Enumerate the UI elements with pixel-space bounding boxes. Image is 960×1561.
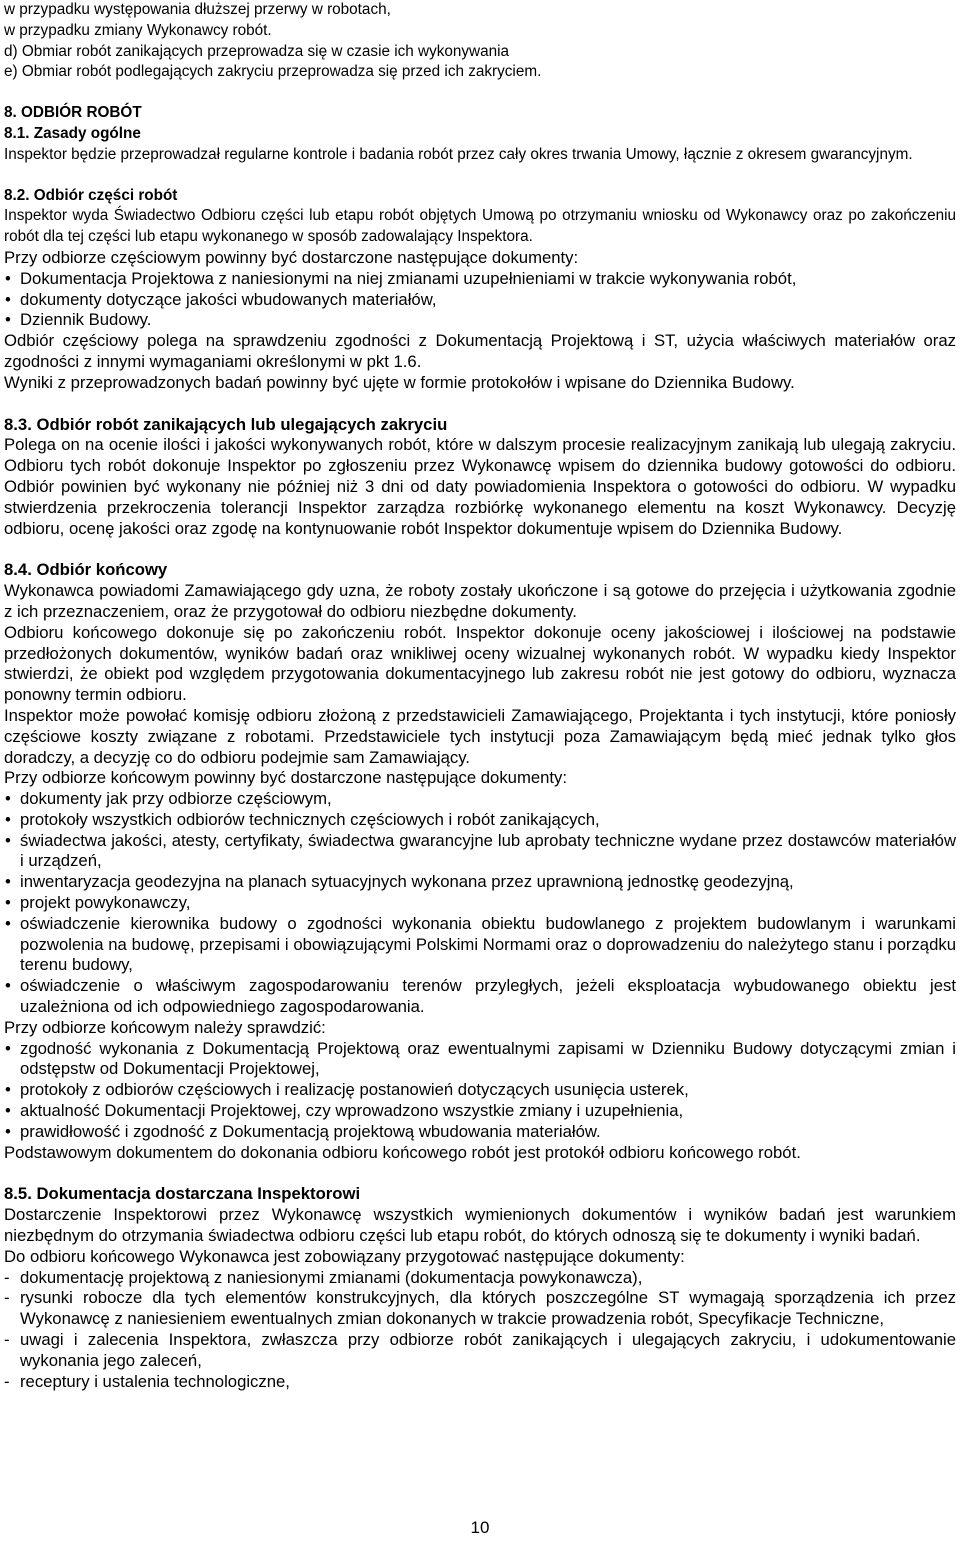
- subsection-heading: 8.2. Odbiór części robót: [4, 186, 178, 204]
- paragraph: Inspektor może powołać komisję odbioru złożoną z przedstawicieli Zamawiającego, Projektanta i tych instytucji, które poniosły częściowe koszty związane z robotami. Przedstawiciele tych instytucji poza Zamawiającym będą mieć jednak tylko głos doradczy, a decyzję co do odbioru podejmie sam Zamawiający.: [4, 705, 956, 767]
- paragraph: Inspektor będzie przeprowadzał regularne kontrole i badania robót przez cały okres trwania Umowy, łącznie z okresem gwarancyjnym.: [4, 145, 913, 163]
- paragraph: Podstawowym dokumentem do dokonania odbioru końcowego robót jest protokół odbioru końcowego robót.: [4, 1142, 801, 1162]
- paragraph: Przy odbiorze częściowym powinny być dostarczone następujące dokumenty:: [4, 247, 579, 267]
- paragraph: Przy odbiorze końcowym powinny być dostarczone następujące dokumenty:: [4, 768, 568, 788]
- list-item: • świadectwa jakości, atesty, certyfikaty, świadectwa gwarancyjne lub aprobaty techniczne wydane przez dostawców materiałów i urządzeń,: [4, 831, 956, 873]
- text-line: w przypadku zmiany Wykonawcy robót.: [4, 21, 272, 39]
- paragraph: Odbioru końcowego dokonuje się po zakończeniu robót. Inspektor dokonuje oceny jakościowej i ilościowej na podstawie przedłożonych dokumentów, wyników badań oraz wnikliwej oceny wizualnej wykonanych robót. W wypadku kiedy Inspektor stwierdzi, że obiekt pod względem przygotowania dokumentacyjnego lub zakresu robót nie jest gotowy do odbioru, wyznacza ponowny termin odbioru.: [4, 622, 956, 705]
- paragraph: Przy odbiorze końcowym należy sprawdzić:: [4, 1017, 326, 1037]
- list-item: • prawidłowość i zgodność z Dokumentacją projektową wbudowania materiałów.: [4, 1122, 956, 1143]
- list-item: • oświadczenie o właściwym zagospodarowaniu terenów przyległych, jeżeli eksploatacja wybudowanego obiektu jest uzależniona od ich odpowiedniego zagospodarowania.: [4, 976, 956, 1018]
- section-heading: 8. ODBIÓR ROBÓT: [4, 104, 142, 122]
- list-item: - rysunki robocze dla tych elementów konstrukcyjnych, dla których poszczególne ST wymagają sporządzenia ich przez Wykonawcę z naniesieniem ewentualnych zmian dokonanych w trakcie prowadzenia robót, Specyfikacje Techniczne,: [4, 1288, 956, 1330]
- list-item: • protokoły wszystkich odbiorów technicznych częściowych i robót zanikających,: [4, 810, 956, 831]
- list-item: - dokumentację projektową z naniesionymi zmianami (dokumentacja powykonawcza),: [4, 1268, 956, 1289]
- paragraph: Dostarczenie Inspektorowi przez Wykonawcę wszystkich wymienionych dokumentów i wyników badań jest warunkiem niezbędnym do otrzymania świadectwa odbioru części lub etapu robót, do których odnoszą się te dokumenty i wyniki badań.: [4, 1205, 956, 1246]
- list-item: • dokumenty jak przy odbiorze częściowym,: [4, 789, 956, 810]
- subsection-heading: 8.3. Odbiór robót zanikających lub ulegających zakryciu: [4, 414, 448, 434]
- page-number: 10: [470, 1518, 490, 1537]
- paragraph: Odbiór częściowy polega na sprawdzeniu zgodności z Dokumentacją Projektową i ST, użycia właściwych materiałów oraz zgodności z innymi wymaganiami określonymi w pkt 1.6.: [4, 331, 956, 371]
- text-line: e) Obmiar robót podlegających zakryciu przeprowadza się przed ich zakryciem.: [4, 63, 542, 81]
- paragraph: Do odbioru końcowego Wykonawca jest zobowiązany przygotować następujące dokumenty:: [4, 1246, 685, 1266]
- paragraph: Wyniki z przeprowadzonych badań powinny być ujęte w formie protokołów i wpisane do Dziennika Budowy.: [4, 372, 795, 392]
- list-item: • oświadczenie kierownika budowy o zgodności wykonania obiektu budowlanego z projektem budowlanym i warunkami pozwolenia na budowę, przepisami i obowiązującymi Polskimi Normami oraz o doprowadzeniu do należytego stanu i porządku terenu budowy,: [4, 914, 956, 976]
- subsection-heading: 8.5. Dokumentacja dostarczana Inspektorowi: [4, 1184, 361, 1204]
- list-item: • dokumenty dotyczące jakości wbudowanych materiałów,: [4, 290, 956, 311]
- list-item: • Dziennik Budowy.: [4, 310, 956, 331]
- list-item: - receptury i ustalenia technologiczne,: [4, 1372, 956, 1393]
- subsection-heading: 8.4. Odbiór końcowy: [4, 560, 168, 580]
- subsection-heading: 8.1. Zasady ogólne: [4, 124, 141, 142]
- list-item: • protokoły z odbiorów częściowych i realizację postanowień dotyczących usunięcia usterek,: [4, 1080, 956, 1101]
- text-line: w przypadku występowania dłuższej przerwy w robotach,: [4, 1, 391, 18]
- list-item: • Dokumentacja Projektowa z naniesionymi na niej zmianami uzupełnieniami w trakcie wykonywania robót,: [4, 269, 956, 290]
- document-page: [4, 0, 956, 1392]
- paragraph: Polega on na ocenie ilości i jakości wykonywanych robót, które w dalszym procesie realizacyjnym zanikają lub ulegają zakryciu. Odbioru tych robót dokonuje Inspektor po zgłoszeniu przez Wykonawcę wpisem do dziennika budowy gotowości do odbioru. Odbiór powinien być wykonany nie później niż 3 dni od daty powiadomienia Inspektora o gotowości do odbioru. W wypadku stwierdzenia przekroczenia tolerancji Inspektor zarządza rozbiórkę wykonanego elementu na koszt Wykonawcy. Decyzję odbioru, ocenę jakości oraz zgodę na kontynuowanie robót Inspektor dokumentuje wpisem do Dziennika Budowy.: [4, 435, 956, 538]
- list-item: • inwentaryzacja geodezyjna na planach sytuacyjnych wykonana przez uprawnioną jednostkę geodezyjną,: [4, 872, 956, 893]
- text-line: d) Obmiar robót zanikających przeprowadza się w czasie ich wykonywania: [4, 42, 510, 60]
- paragraph: Inspektor wyda Świadectwo Odbioru części lub etapu robót objętych Umową po otrzymaniu wniosku od Wykonawcy oraz po zakończeniu robót dla tej części lub etapu wykonanego w sposób zadowalający Inspektora.: [4, 207, 956, 246]
- list-item: • zgodność wykonania z Dokumentacją Projektową oraz ewentualnymi zapisami w Dzienniku Budowy dotyczącymi zmian i odstępstw od Dokumentacji Projektowej,: [4, 1039, 956, 1081]
- list-item: - uwagi i zalecenia Inspektora, zwłaszcza przy odbiorze robót zanikających i ulegających zakryciu, i udokumentowanie wykonania jego zaleceń,: [4, 1330, 956, 1372]
- list-item: • projekt powykonawczy,: [4, 893, 956, 914]
- paragraph: Wykonawca powiadomi Zamawiającego gdy uzna, że roboty zostały ukończone i są gotowe do przejęcia i użytkowania zgodnie z ich przeznaczeniem, oraz że przygotował do odbioru niezbędne dokumenty.: [4, 581, 956, 621]
- list-item: • aktualność Dokumentacji Projektowej, czy wprowadzono wszystkie zmiany i uzupełnienia,: [4, 1101, 956, 1122]
